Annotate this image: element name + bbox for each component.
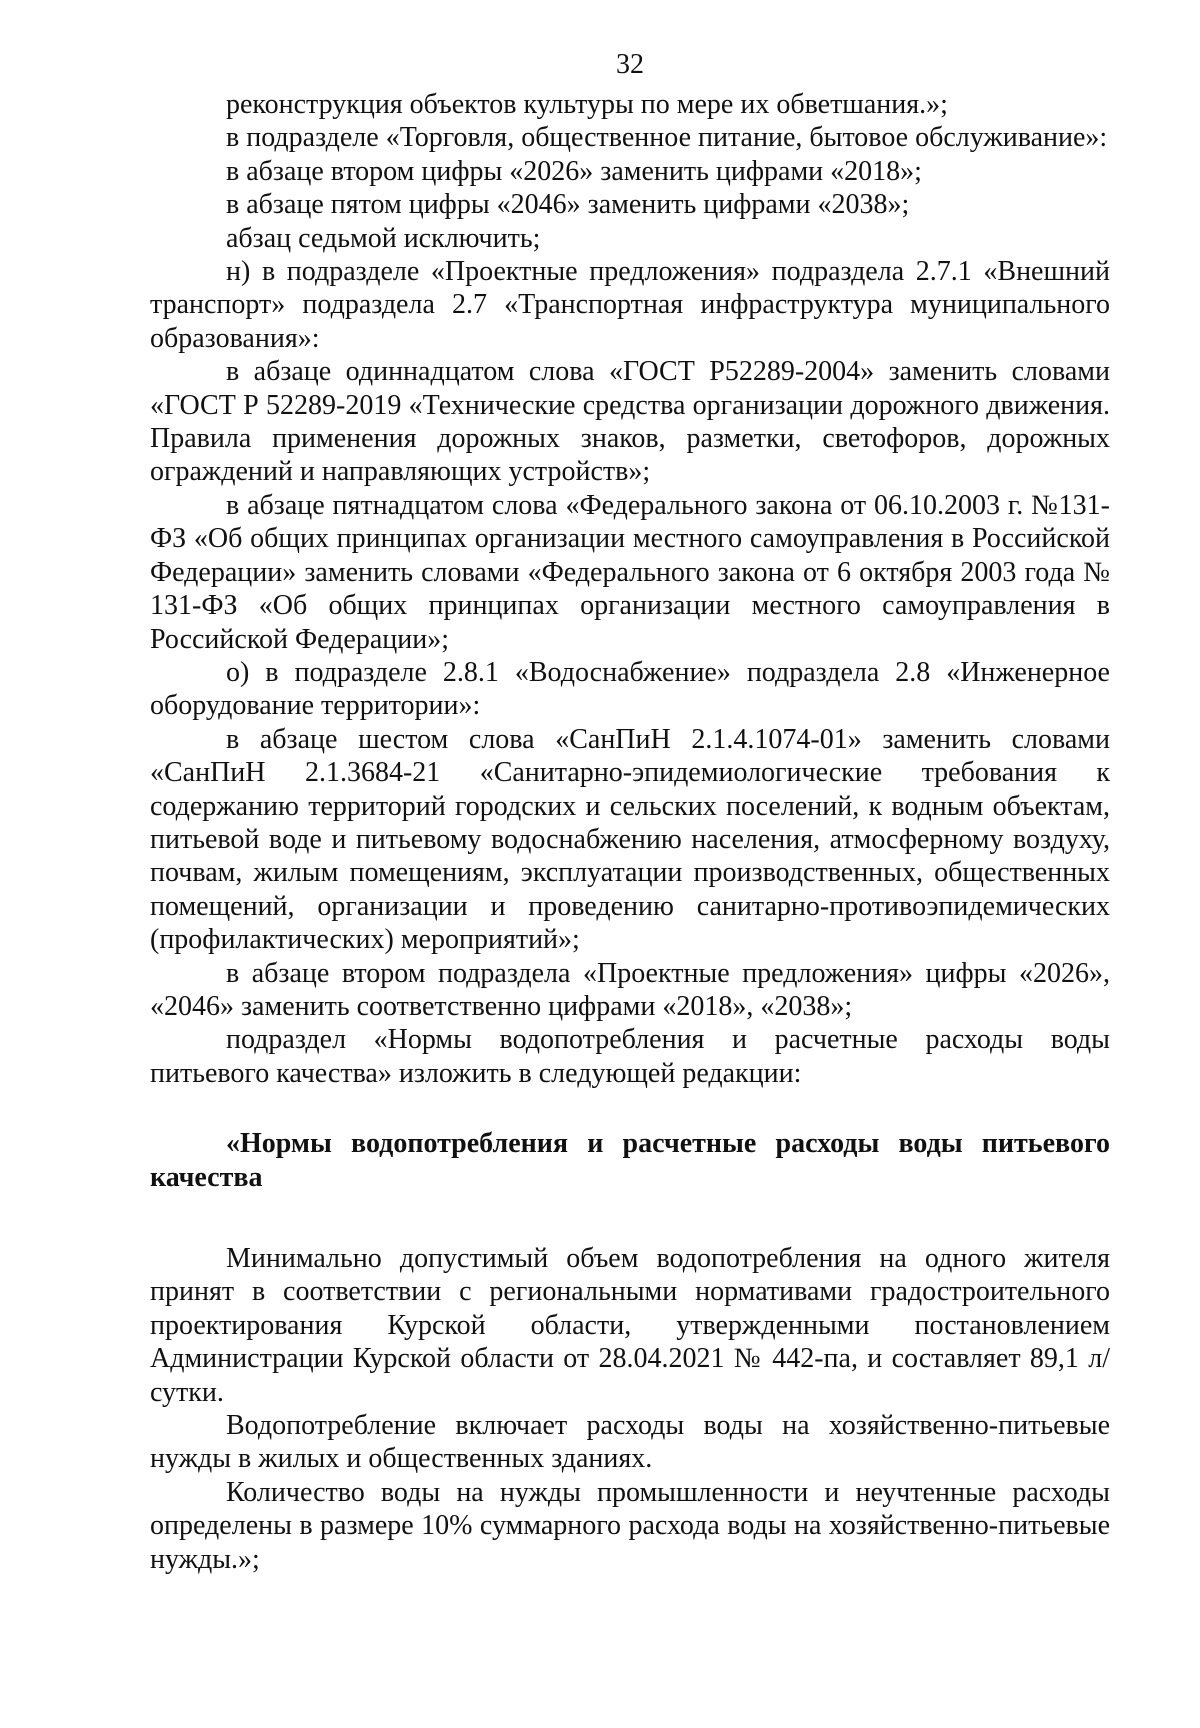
page-number: 32 [616,49,644,80]
paragraph: в подразделе «Торговля, общественное питание, бытовое обслуживание»: [226,122,1108,154]
paragraph: Минимально допустимый объем водопотребления на одного жителя принят в соответствии с региональными нормативами градостроительного проектирования Курской области, утвержденными постановлением Администрации Курской области от 28.04.2021 № 442-па, и составляет 89,1 л/сутки. [150,1243,1110,1408]
paragraph: Водопотребление включает расходы воды на хозяйственно-питьевые нужды в жилых и общественных зданиях. [150,1410,1110,1475]
paragraph: в абзаце пятом цифры «2046» заменить цифрами «2038»; [226,189,910,221]
paragraph: в абзаце втором цифры «2026» заменить цифрами «2018»; [226,155,922,187]
paragraph: Количество воды на нужды промышленности и неучтенные расходы определены в размере 10% суммарного расхода воды на хозяйственно-питьевые нужды.»; [150,1476,1110,1575]
paragraph: в абзаце одиннадцатом слова «ГОСТ Р52289-2004» заменить словами «ГОСТ Р 52289-2019 «Технические средства организации дорожного движения. Правила применения дорожных знаков, разметки, светофоров, дорожных ограждений и направляющих устройств»; [150,356,1110,488]
paragraph: в абзаце втором подраздела «Проектные предложения» цифры «2026», «2046» заменить соответственно цифрами «2018», «2038»; [150,957,1110,1022]
paragraph: н) в подразделе «Проектные предложения» подраздела 2.7.1 «Внешний транспорт» подраздела 2.7 «Транспортная инфраструктура муниципального образования»: [150,256,1110,354]
paragraph: в абзаце шестом слова «СанПиН 2.1.4.1074-01» заменить словами «СанПиН 2.1.3684-21 «Санитарно-эпидемиологические требования к содержанию территорий городских и сельских поселений, к водным объектам, питьевой воде и питьевому водоснабжению населения, атмосферному воздуху, почвам, жилым помещениям, эксплуатации производственных, общественных помещений, организации и проведению санитарно-противоэпидемических (профилактических) мероприятий»; [150,723,1110,956]
section-heading: «Нормы водопотребления и расчетные расходы воды питьевого качества [150,1128,1110,1193]
document-page [150,48,1110,1576]
paragraph: реконструкция объектов культуры по мере их обветшания.»; [226,89,948,120]
paragraph: абзац седьмой исключить; [226,222,541,254]
paragraph: о) в подразделе 2.8.1 «Водоснабжение» подраздела 2.8 «Инженерное оборудование территории»: [150,656,1110,722]
paragraph: подраздел «Нормы водопотребления и расчетные расходы воды питьевого качества» изложить в следующей редакции: [150,1024,1110,1089]
paragraph: в абзаце пятнадцатом слова «Федерального закона от 06.10.2003 г. №131-ФЗ «Об общих принципах организации местного самоуправления в Российской Федерации» заменить словами «Федерального закона от 6 октября 2003 года № 131-ФЗ «Об общих принципах организации местного самоуправления в Российской Федерации»; [150,489,1110,655]
